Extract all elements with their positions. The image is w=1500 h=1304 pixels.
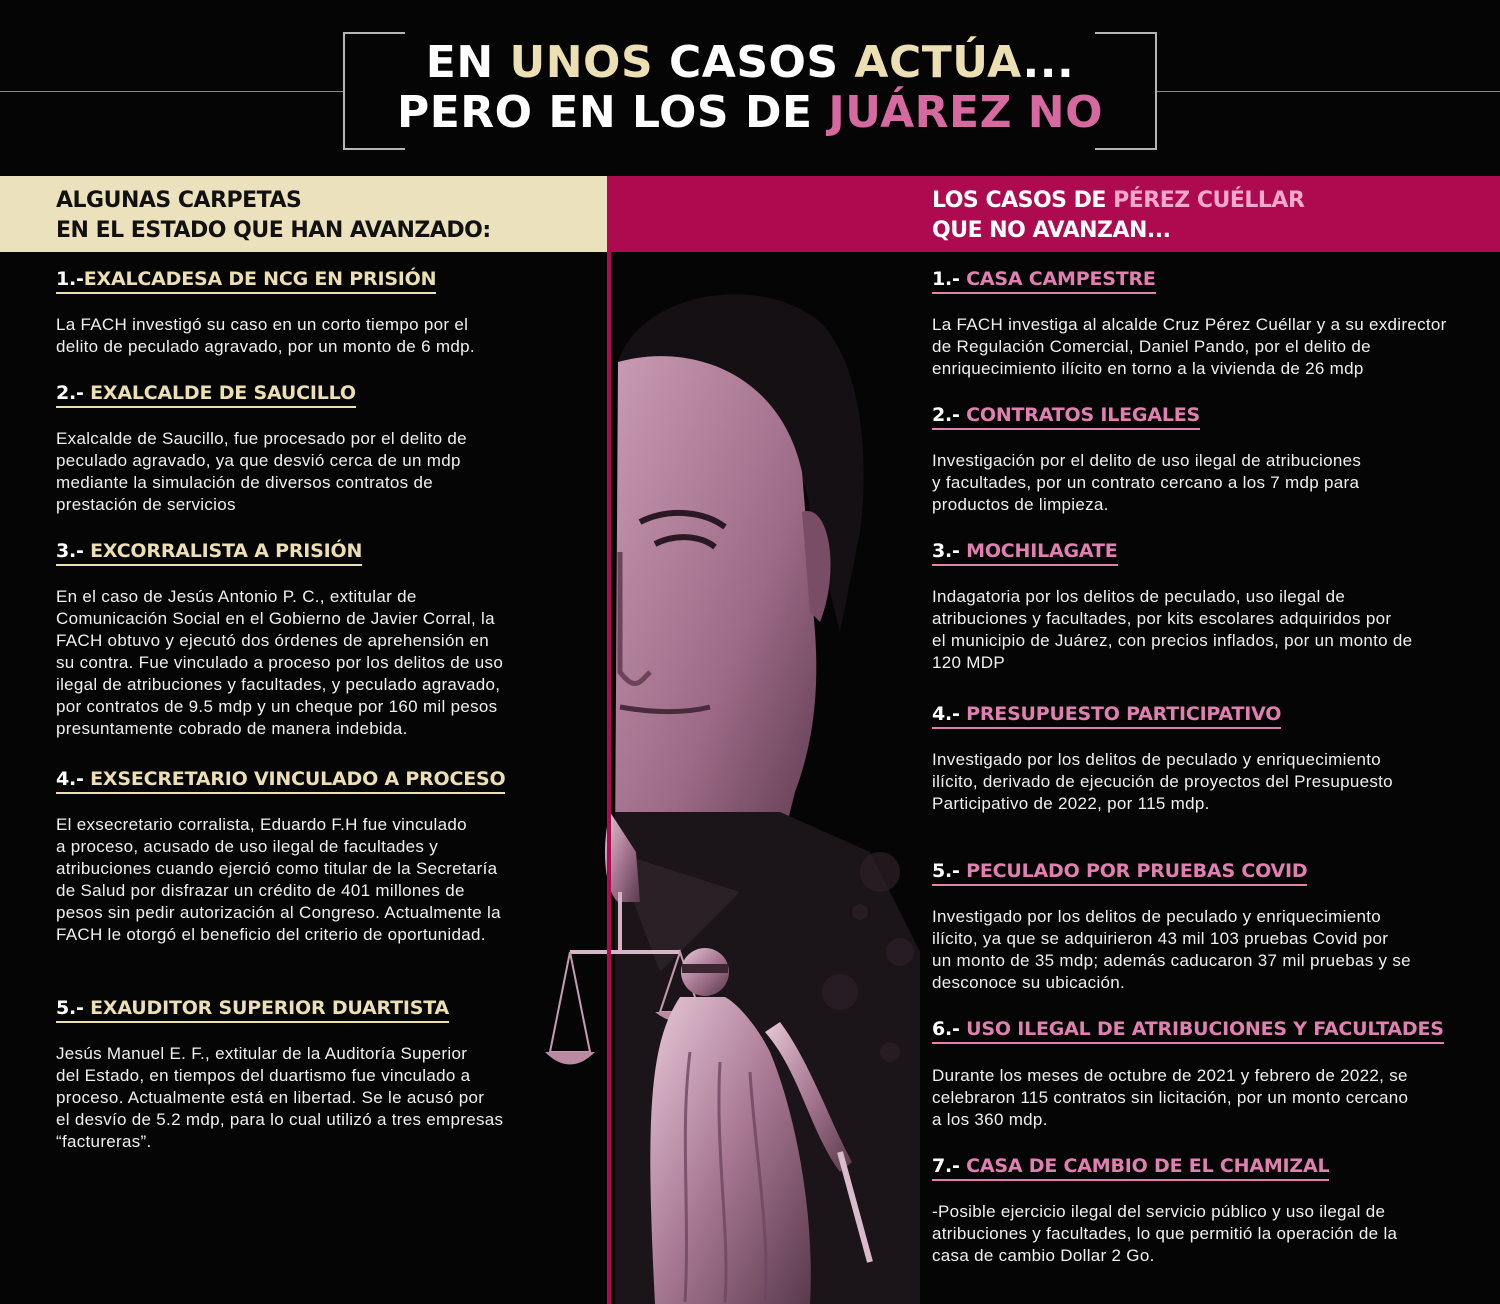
header-rule-right bbox=[1157, 91, 1500, 92]
left-case-1-text: La FACH investigó su caso en un corto tiempo por el delito de peculado agravado, por un monto de 6 mdp. bbox=[56, 315, 475, 356]
header-rule-left bbox=[0, 91, 343, 92]
left-case-5-title: 5.- EXAUDITOR SUPERIOR DUARTISTA bbox=[56, 996, 449, 1020]
right-case-1-title: 1.- CASA CAMPESTRE bbox=[932, 267, 1156, 291]
right-heading-band bbox=[607, 176, 1500, 252]
right-case-6-text: Durante los meses de octubre de 2021 y febrero de 2022, se celebraron 115 contratos sin licitación, por un monto cercano a los 360 mdp. bbox=[932, 1066, 1409, 1129]
left-case-2-text: Exalcalde de Saucillo, fue procesado por el delito de peculado agravado, ya que desvió cerca de un mdp mediante la simulación de diversos contratos de prestación de servicios bbox=[56, 429, 467, 514]
title-line-1: EN UNOS CASOS ACTÚA... bbox=[425, 37, 1075, 88]
portrait-face bbox=[615, 356, 816, 852]
right-case-6-title: 6.- USO ILEGAL DE ATRIBUCIONES Y FACULTADES bbox=[932, 1017, 1444, 1041]
right-case-4-title: 4.- PRESUPUESTO PARTICIPATIVO bbox=[932, 702, 1281, 726]
title-line-2: PERO EN LOS DE JUÁREZ NO bbox=[396, 87, 1104, 138]
right-case-1-text: La FACH investiga al alcalde Cruz Pérez Cuéllar y a su exdirector de Regulación Comercial, Daniel Pando, por el delito de enriquecimiento ilícito en torno a la vivienda de 26 mdp bbox=[932, 315, 1447, 378]
right-case-7-title: 7.- CASA DE CAMBIO DE EL CHAMIZAL bbox=[932, 1154, 1329, 1178]
left-case-3-title: 3.- EXCORRALISTA A PRISIÓN bbox=[56, 539, 362, 563]
right-case-5-text: Investigado por los delitos de peculado y enriquecimiento ilícito, ya que se adquirieron 43 mil 103 pruebas Covid por un monto de 35 mdp; además caducaron 37 mil pruebas y se desconoce su ubicación. bbox=[932, 907, 1411, 992]
column-divider bbox=[607, 252, 611, 1304]
left-heading: ALGUNAS CARPETAS EN EL ESTADO QUE HAN AVANZADO: bbox=[56, 188, 491, 243]
page-title bbox=[343, 38, 1157, 138]
left-case-4-text: El exsecretario corralista, Eduardo F.H fue vinculado a proceso, acusado de uso ilegal de facultades y atribuciones cuando ejerció como titular de la Secretaría de Salud por disfrazar un crédito de 401 millones de pesos sin pedir autorización al Congreso. Actualmente la FACH le otorgó el beneficio del criterio de oportunidad. bbox=[56, 815, 501, 944]
portrait-illustration bbox=[540, 252, 940, 1304]
left-heading-band bbox=[0, 176, 607, 252]
left-case-4-title: 4.- EXSECRETARIO VINCULADO A PROCESO bbox=[56, 767, 505, 791]
right-case-3-text: Indagatoria por los delitos de peculado, uso ilegal de atribuciones y facultades, por kits escolares adquiridos por el municipio de Juárez, con precios inflados, por un monto de 120 MDP bbox=[932, 587, 1413, 672]
header bbox=[0, 0, 1500, 176]
left-case-3-text: En el caso de Jesús Antonio P. C., extitular de Comunicación Social en el Gobierno de Javier Corral, la FACH obtuvo y ejecutó dos órdenes de aprehensión en su contra. Fue vinculado a proceso por los delitos de uso ilegal de atribuciones y facultades, y peculado agravado, por contratos de 9.5 mdp y un cheque por 160 mil pesos presuntamente cobrado de manera indebida. bbox=[56, 587, 504, 738]
right-case-2-text: Investigación por el delito de uso ilegal de atribuciones y facultades, por un contrato cercano a los 7 mdp para productos de limpieza. bbox=[932, 451, 1362, 514]
right-case-7-text: -Posible ejercicio ilegal del servicio público y uso ilegal de atribuciones y facultades, lo que permitió la operación de la casa de cambio Dollar 2 Go. bbox=[932, 1202, 1398, 1265]
right-case-2-title: 2.- CONTRATOS ILEGALES bbox=[932, 403, 1200, 427]
left-case-1-title: 1.-EXALCADESA DE NCG EN PRISIÓN bbox=[56, 267, 436, 291]
left-case-2-title: 2.- EXALCALDE DE SAUCILLO bbox=[56, 381, 356, 405]
right-heading: LOS CASOS DE PÉREZ CUÉLLAR QUE NO AVANZAN... bbox=[932, 188, 1305, 243]
right-case-4-text: Investigado por los delitos de peculado y enriquecimiento ilícito, derivado de ejecución de proyectos del Presupuesto Participativo de 2022, por 115 mdp. bbox=[932, 750, 1393, 813]
right-case-3-title: 3.- MOCHILAGATE bbox=[932, 539, 1118, 563]
left-case-5-text: Jesús Manuel E. F., extitular de la Auditoría Superior del Estado, en tiempos del duartismo fue vinculado a proceso. Actualmente está en libertad. Se le acusó por el desvío de 5.2 mdp, para lo cual utilizó a tres empresas “factureras”. bbox=[56, 1044, 504, 1151]
right-case-5-title: 5.- PECULADO POR PRUEBAS COVID bbox=[932, 859, 1307, 883]
